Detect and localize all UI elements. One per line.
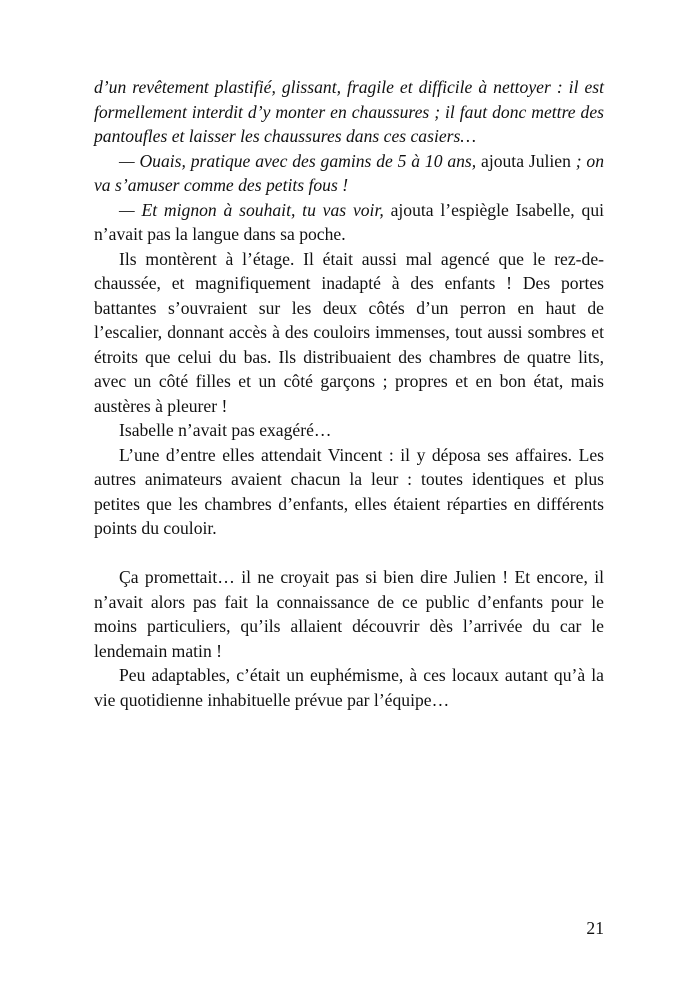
text-segment: Isabelle n’avait pas exagéré…	[119, 420, 332, 440]
text-segment: Peu adaptables, c’était un euphémisme, à ces locaux autant qu’à la vie quotidienne inhabituelle prévue par l’équipe…	[94, 665, 604, 710]
paragraph-4	[94, 247, 604, 419]
text-segment: — Ouais, pratique avec des gamins de 5 à 10 ans,	[119, 150, 477, 171]
paragraph-8	[94, 663, 604, 712]
paragraph-5	[94, 418, 604, 443]
paragraph-7	[94, 565, 604, 663]
text-segment: L’une d’entre elles attendait Vincent : il y déposa ses affaires. Les autres animateurs avaient chacun la leur : toutes identiques et plus petites que les chambres d’enfants, elles étaient réparties en différents points du couloir.	[94, 444, 604, 538]
paragraph-1	[94, 75, 604, 149]
text-segment: ajouta l’espiègle Isabelle, qui n’avait pas la langue dans sa poche.	[94, 199, 605, 244]
text-segment: d’un revêtement plastifié, glissant, fragile et difficile à nettoyer : il est formellement interdit d’y monter en chaussures ; il faut donc mettre des pantoufles et laisser les chaussures dans ces casiers…	[94, 77, 604, 146]
text-segment: ajouta Julien	[476, 150, 576, 171]
text-segment: ; on va s’amuser comme des petits fous !	[94, 150, 604, 195]
text-segment: Ils montèrent à l’étage. Il était aussi mal agencé que le rez-de-chaussée, et magnifiquement inadapté à des enfants ! Des portes battantes s’ouvraient sur les deux côtés d’un perron en haut de l’escalier, donnant accès à des couloirs immenses, tout aussi sombres et étroits que celui du bas. Ils distribuaient des chambres de quatre lits, avec un côté filles et un côté garçons ; propres et en bon état, mais austères à pleurer !	[94, 248, 604, 416]
paragraph-6	[94, 443, 604, 541]
page-body	[94, 75, 604, 712]
text-segment: Ça promettait… il ne croyait pas si bien dire Julien ! Et encore, il n’avait alors pas fait la connaissance de ce public d’enfants pour le moins particuliers, qu’ils allaient découvrir dès l’arrivée du car le lendemain matin !	[94, 567, 604, 661]
paragraph-3	[94, 198, 604, 247]
text-segment: — Et mignon à souhait, tu vas voir,	[119, 199, 384, 220]
page-number: 21	[586, 918, 604, 938]
paragraph-2	[94, 149, 604, 198]
